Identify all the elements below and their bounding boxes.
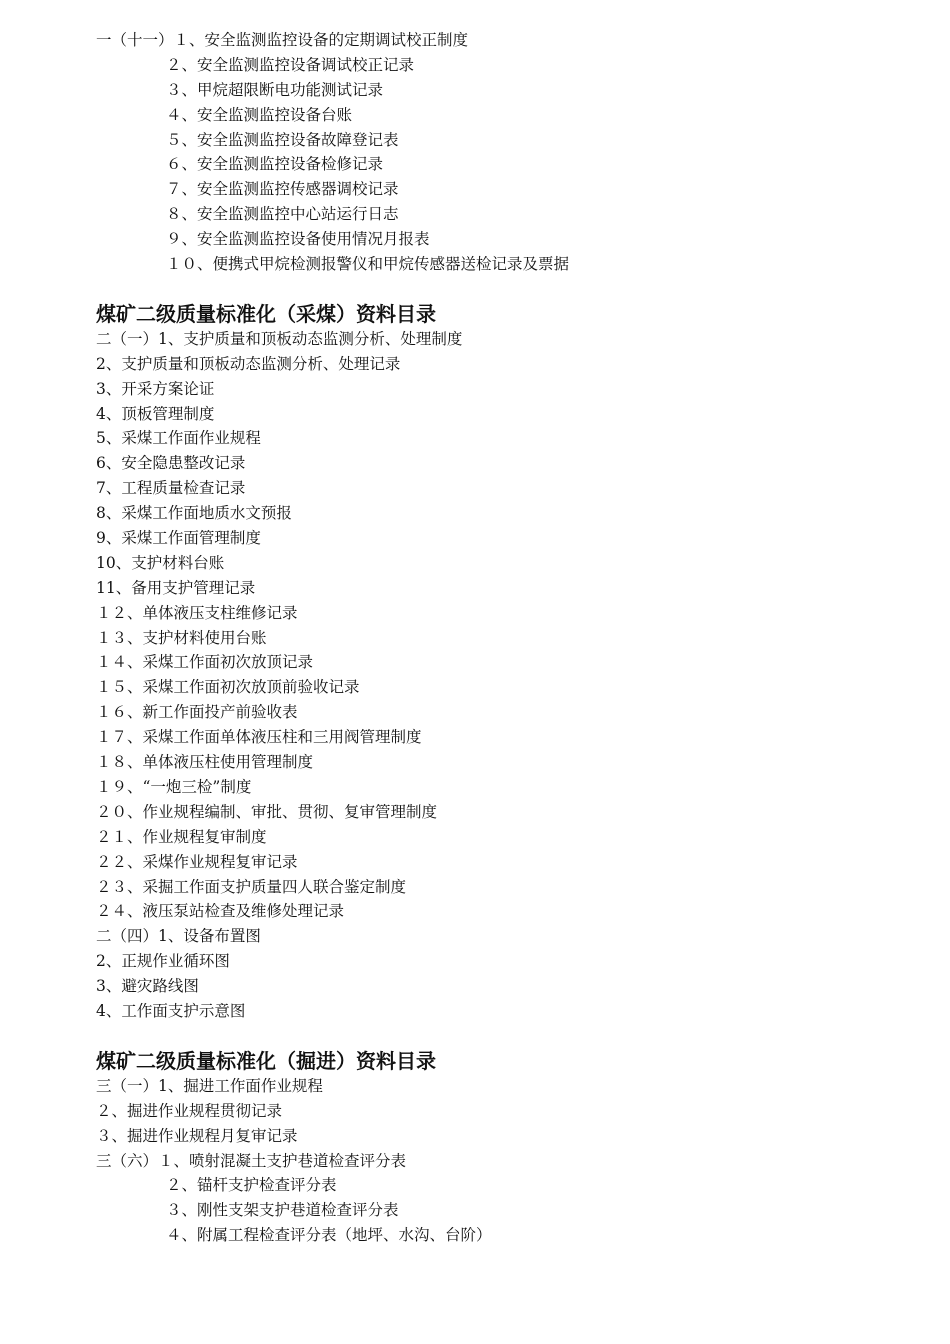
list-item: ４、附属工程检查评分表（地坪、水沟、台阶）	[166, 1226, 492, 1245]
monitoring-section	[96, 28, 916, 277]
list-item: １２、单体液压支柱维修记录	[96, 603, 298, 622]
list-item: ２２、采煤作业规程复审记录	[96, 852, 298, 871]
list-item: ３、掘进作业规程月复审记录	[96, 1126, 298, 1145]
list-item: ２、安全监测监控设备调试校正记录	[166, 55, 415, 74]
list-item: １９、“一炮三检”制度	[96, 777, 252, 796]
list-item: １８、单体液压柱使用管理制度	[96, 753, 314, 772]
list-item: ３、甲烷超限断电功能测试记录	[166, 80, 384, 99]
list-item: ２、锚杆支护检查评分表	[166, 1176, 337, 1195]
list-item: 2、支护质量和顶板动态监测分析、处理记录	[96, 354, 401, 373]
list-item: 10、支护材料台账	[96, 553, 225, 572]
document-page	[96, 28, 916, 1248]
section-spacer	[96, 277, 916, 301]
list-item: ９、安全监测监控设备使用情况月报表	[166, 230, 430, 249]
section-title: 煤矿二级质量标准化（采煤）资料目录	[96, 301, 436, 326]
list-item: １６、新工作面投产前验收表	[96, 703, 298, 722]
list-item: １３、支护材料使用台账	[96, 628, 267, 647]
list-item: ６、安全监测监控设备检修记录	[166, 155, 384, 174]
list-item: ４、安全监测监控设备台账	[166, 105, 353, 124]
list-item: 2、正规作业循环图	[96, 952, 230, 971]
list-item: ２０、作业规程编制、审批、贯彻、复审管理制度	[96, 802, 438, 821]
list-item: １７、采煤工作面单体液压柱和三用阀管理制度	[96, 728, 422, 747]
mining-section	[96, 301, 916, 1024]
list-item: 9、采煤工作面管理制度	[96, 529, 261, 548]
list-item: ２、掘进作业规程贯彻记录	[96, 1101, 283, 1120]
list-item: ３、刚性支架支护巷道检查评分表	[166, 1201, 399, 1220]
list-item: ２１、作业规程复审制度	[96, 827, 267, 846]
list-item: 11、备用支护管理记录	[96, 578, 256, 597]
list-item: １５、采煤工作面初次放顶前验收记录	[96, 678, 360, 697]
tunneling-section	[96, 1048, 916, 1248]
list-item: 4、工作面支护示意图	[96, 1001, 246, 1020]
list-item: 7、工程质量检查记录	[96, 479, 246, 498]
section-title: 煤矿二级质量标准化（掘进）资料目录	[96, 1048, 436, 1073]
section-spacer	[96, 1024, 916, 1048]
list-item: 5、采煤工作面作业规程	[96, 429, 261, 448]
list-item: 二（一）1、支护质量和顶板动态监测分析、处理制度	[96, 329, 463, 348]
list-item: ２３、采掘工作面支护质量四人联合鉴定制度	[96, 877, 407, 896]
list-item: ５、安全监测监控设备故障登记表	[166, 130, 399, 149]
list-item: 二（四）1、设备布置图	[96, 927, 261, 946]
list-item: １０、便携式甲烷检测报警仪和甲烷传感器送检记录及票据	[166, 255, 570, 274]
list-item: １４、采煤工作面初次放顶记录	[96, 653, 314, 672]
list-item: 3、开采方案论证	[96, 379, 215, 398]
list-item: ２４、液压泵站检查及维修处理记录	[96, 902, 345, 921]
list-item: 4、顶板管理制度	[96, 404, 215, 423]
list-item: 三（六）１、喷射混凝土支护巷道检查评分表	[96, 1151, 407, 1170]
list-item: ８、安全监测监控中心站运行日志	[166, 205, 399, 224]
list-item: 6、安全隐患整改记录	[96, 454, 246, 473]
list-item: 一（十一）１、安全监测监控设备的定期调试校正制度	[96, 31, 469, 49]
list-item: 8、采煤工作面地质水文预报	[96, 504, 292, 523]
list-item: ７、安全监测监控传感器调校记录	[166, 180, 399, 199]
list-item: 3、避灾路线图	[96, 977, 199, 996]
list-item: 三（一）1、掘进工作面作业规程	[96, 1076, 323, 1095]
